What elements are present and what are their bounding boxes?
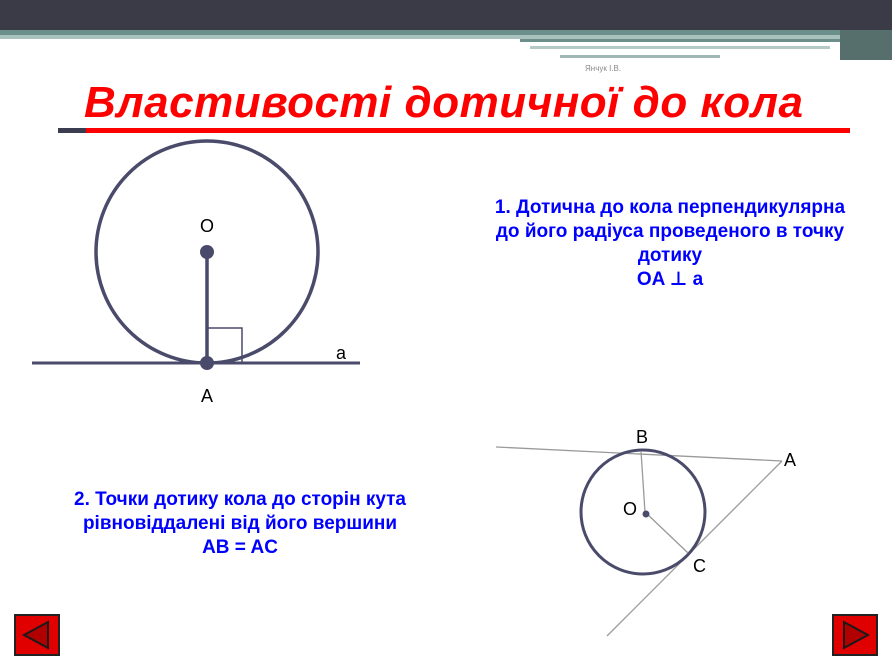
figure-tangent-segments — [496, 427, 796, 636]
label-b: B — [636, 427, 649, 447]
label-o2: O — [623, 499, 638, 519]
property-1-text — [450, 196, 890, 292]
radius-oc — [645, 512, 688, 553]
property-2-text — [20, 488, 460, 560]
label-a2: A — [784, 450, 797, 470]
prev-slide-button[interactable] — [14, 614, 60, 656]
point-o — [200, 245, 214, 259]
property-1-formula: OA ⊥ a — [636, 269, 704, 290]
circle-2 — [581, 450, 705, 574]
radius-ob — [641, 451, 645, 512]
label-o: O — [200, 216, 215, 236]
property-1-line: 1. Дотична до кола перпендикулярна — [494, 197, 846, 218]
next-slide-button[interactable] — [832, 614, 878, 656]
label-c: C — [693, 556, 706, 576]
author-credit: Янчук І.В. — [585, 64, 622, 73]
figure-tangent-radius — [32, 141, 360, 406]
point-o2 — [643, 511, 650, 518]
point-a — [200, 356, 214, 370]
property-1-line: дотику — [637, 245, 703, 266]
slide-title: Властивості дотичної до кола — [84, 78, 804, 127]
property-2-formula: AB = AC — [202, 537, 278, 558]
label-a: A — [201, 386, 214, 406]
property-1-line: до його радіуса проведеного в точку — [495, 221, 845, 242]
property-2-line: 2. Точки дотику кола до сторін кута — [74, 489, 406, 510]
property-2-line: рівновіддалені від його вершини — [82, 513, 398, 534]
label-line-a: a — [336, 343, 347, 363]
